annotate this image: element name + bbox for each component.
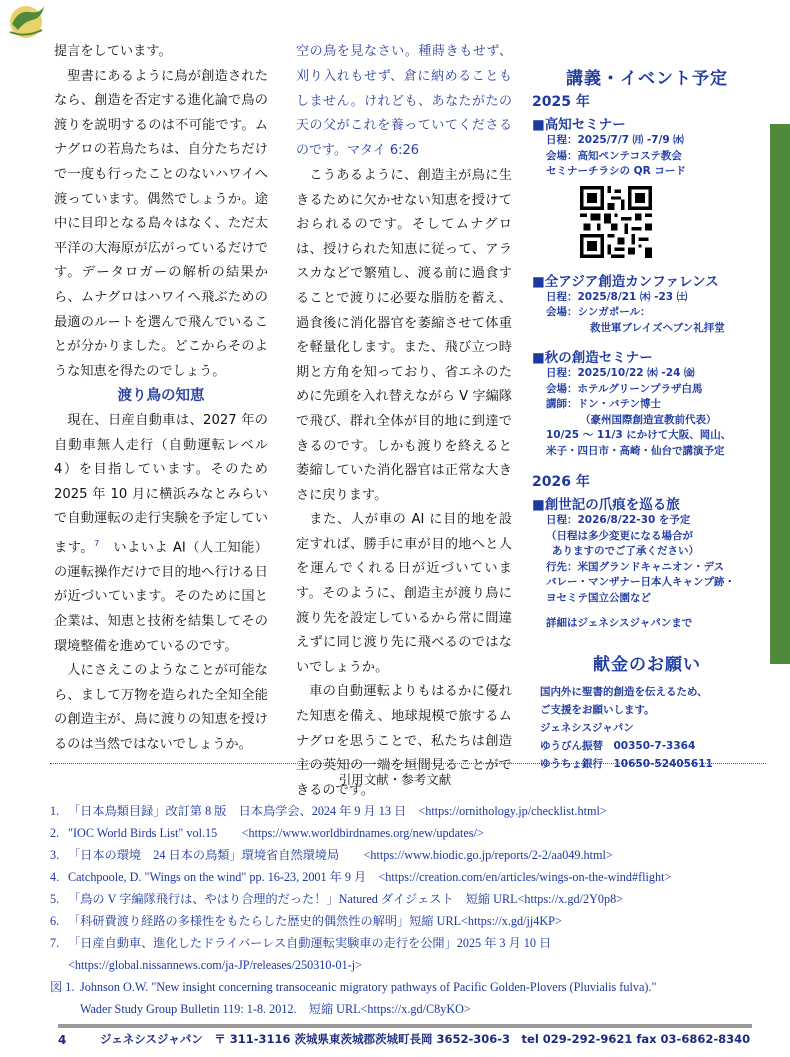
- event-date: 日程：2025/8/21 ㈭ -23 ㈯: [546, 290, 688, 303]
- article-column-1: [54, 40, 268, 758]
- bank-account: ゆうちょ銀行 10650-52405611: [540, 758, 713, 771]
- paragraph: 人にさえこのようなことが可能なら、まして万物を造られた全知全能の創造主が、鳥に渡りの知恵を授けるのは当然ではないでしょうか。: [54, 663, 268, 753]
- reference-item[interactable]: 1. 「日本鳥類目録」改訂第 8 版 日本鳥学会、2024 年 9 月 13 日 <https://ornithology.jp/checklist.html>: [50, 804, 607, 818]
- article-column-2: [296, 40, 512, 803]
- paragraph: 車の自動運転よりもはるかに優れた知恵を備え、地球規模で旅するムナグロを思うことで、私たちは創造主の英知の一端を垣間見ることができるのです。: [296, 684, 512, 798]
- reference-item[interactable]: 4. Catchpoole, D. "Wings on the wind" pp. 16-23, 2001 年 9 月 <https://creation.com/en/articles/wings-on-the-wind#flight>: [50, 870, 672, 884]
- bible-verse: 空の鳥を見なさい。種蒔きもせず、刈り入れもせず、倉に納めることもしません。けれども、あなたがたの天の父がこれを養っていてくださるのです。マタイ 6:26: [296, 44, 512, 159]
- year-label: 2026 年: [532, 474, 590, 490]
- donation-org: ジェネシスジャパン: [540, 721, 634, 734]
- reference-item[interactable]: 5. 「鳥の V 字編隊飛行は、やはり合理的だった！」Natured ダイジェスト 短縮 URL<https://x.gd/2Y0p8>: [50, 892, 624, 906]
- event-destination: バレー・マンザナー日本人キャンプ跡・: [546, 576, 735, 588]
- events-sidebar: [532, 40, 762, 774]
- donation-text: 国内外に聖書的創造を伝えるため、: [540, 685, 708, 698]
- reference-item[interactable]: 2. "IOC World Birds List" vol.15 <https://www.worldbirdnames.org/new/updates/>: [50, 826, 484, 840]
- year-label: 2025 年: [532, 94, 590, 110]
- figure-reference-cont[interactable]: Wader Study Group Bulletin 119: 1-8. 2012. 短縮 URL<https://x.gd/C8yKO>: [80, 1002, 471, 1016]
- event-tour: 米子・四日市・高崎・仙台で講演予定: [546, 444, 725, 457]
- event-date: 日程：2025/10/22 ㈬ -24 ㈮: [546, 367, 695, 379]
- paragraph: また、人が車の AI に目的地を設定すれば、勝手に車が目的地へと人を運んでくれる日が近づいています。そのように、創造主が渡り鳥に渡り先を設定しているから常に間違えずに同じ渡り先に飛べるのではないでしょうか。: [296, 512, 512, 675]
- reference-item[interactable]: 3. 「日本の環境 24 日本の鳥類」環境省自然環境局 <https://www.biodic.go.jp/reports/2-2/aa049.html>: [50, 848, 613, 862]
- qr-code[interactable]: [580, 186, 652, 258]
- footer-contact: ジェネシスジャパン 〒 311-3116 茨城県東茨城郡茨城町長岡 3652-306-3 tel 029-292-9621 fax 03-6862-8340: [100, 1032, 751, 1046]
- postal-transfer: ゆうびん振替 00350-7-3364: [540, 740, 696, 753]
- paragraph: 現在、日産自動車は、2027 年の自動車無人走行（自動運転レベル 4）を目指しています。そのため 2025 年 10 月に横浜みなとみらいで自動運転の走行実験を予定しています。$^7$ いよいよ AI（人工知能）の運転操作だけで目的地へ行ける日が近づいています。そのために国と企業は、知恵と技術を結集してその環境整備を進めているのです。: [54, 412, 268, 654]
- donation-text: ご支援をお願いします。: [540, 703, 655, 716]
- reference-item[interactable]: 7. 「日産自動車、進化したドライバーレス自動運転実験車の走行を公開」2025 年 3 月 10 日: [50, 936, 552, 950]
- event-name: ■全アジア創造カンファレンス: [532, 273, 719, 290]
- dotted-divider: [50, 763, 766, 764]
- event-name: ■秋の創造セミナー: [532, 350, 653, 366]
- event-name: ■創世記の爪痕を巡る旅: [532, 497, 680, 513]
- event-note: ありますのでご了承ください）: [552, 545, 699, 557]
- donation-title: 献金のお願い: [593, 654, 701, 675]
- paragraph: こうあるように、創造主が鳥に生きるために欠かせない知恵を授けておられるのです。そしてムナグロは、授けられた知恵に従って、アラスカなどで繁殖し、渡る前に過食することで渡りに必要な脂肪を蓄え、過食後に消化器官を萎縮させて体重を軽量化します。また、飛び立つ時期と方角を知っており、省エネのために先頭を入れ替えながら V 字編隊で飛び、群れ全体が目的地に到達できるのです。しかも渡りを終えると萎縮していた消化器官は正常な大きさに戻ります。: [296, 167, 512, 503]
- event-lecturer: （豪州国際創造宣教前代表）: [580, 413, 717, 426]
- section-heading: 渡り鳥の知恵: [117, 388, 205, 405]
- figure-reference[interactable]: 図 1. Johnson O.W. "New insight concerning transoceanic migratory pathways of Pacific Golden-Plovers (Pluvialis fulva).": [50, 980, 657, 994]
- event-venue: 会場：ホテルグリーンプラザ白馬: [546, 382, 703, 395]
- event-lecturer: 講師：ドン・バテン博士: [546, 398, 661, 410]
- event-qr-label: セミナーチラシの QR コード: [546, 165, 686, 177]
- reference-item-url[interactable]: <https://global.nissannews.com/ja-JP/releases/250310-01-j>: [68, 958, 363, 972]
- reference-item[interactable]: 6. 「科研費渡り経路の多様性をもたらした歴史的偶然性の解明」短縮 URL<https://x.gd/jj4KP>: [50, 914, 562, 928]
- genesis-japan-logo: [4, 2, 48, 40]
- event-date: 日程：2025/7/7 ㈪ -7/9 ㈬: [546, 134, 684, 146]
- event-note: （日程は多少変更になる場合が: [546, 529, 693, 542]
- event-venue: 会場：高知ペンテコステ教会: [546, 149, 682, 162]
- references-title: 引用文献・参考文献: [338, 772, 452, 787]
- footnote-ref: 7: [94, 538, 100, 548]
- event-venue: 会場：シンガポール：: [546, 306, 651, 318]
- more-info: 詳細はジェネシスジャパンまで: [546, 617, 693, 629]
- paragraph: 聖書にあるように鳥が創造されたなら、創造を否定する進化論で鳥の渡りを説明するのは不可能です。ムナグロの若鳥たちは、自分たちだけで一度も行ったことのないハワイへ渡っています。偶然でしょうか。途中に目印となる島々はなく、ただ太平洋の大海原が広がっているだけです。データロガーの解析の結果から、ムナグロはハワイへ飛ぶための最適のルートを選んで飛んでいることが分かりました。どこからそのような知恵を得たのでしょう。: [54, 68, 268, 379]
- events-title: 講義・イベント予定: [566, 69, 728, 89]
- event-name: ■高知セミナー: [532, 117, 626, 133]
- event-venue: 救世軍ブレイズヘブン礼拝堂: [590, 321, 725, 334]
- side-accent-bar: [770, 124, 790, 664]
- event-tour: 10/25 ～ 11/3 にかけて大阪、岡山、: [546, 429, 732, 441]
- event-destination: ヨセミテ国立公園など: [546, 591, 651, 604]
- references-list: [50, 800, 770, 1020]
- page-number: 4: [58, 1033, 67, 1047]
- event-destination: 行先：米国グランドキャニオン・デス: [546, 560, 725, 573]
- event-date: 日程：2026/8/22-30 を予定: [546, 514, 691, 526]
- paragraph: 提言をしています。: [54, 44, 172, 59]
- footer-rule: [58, 1024, 752, 1028]
